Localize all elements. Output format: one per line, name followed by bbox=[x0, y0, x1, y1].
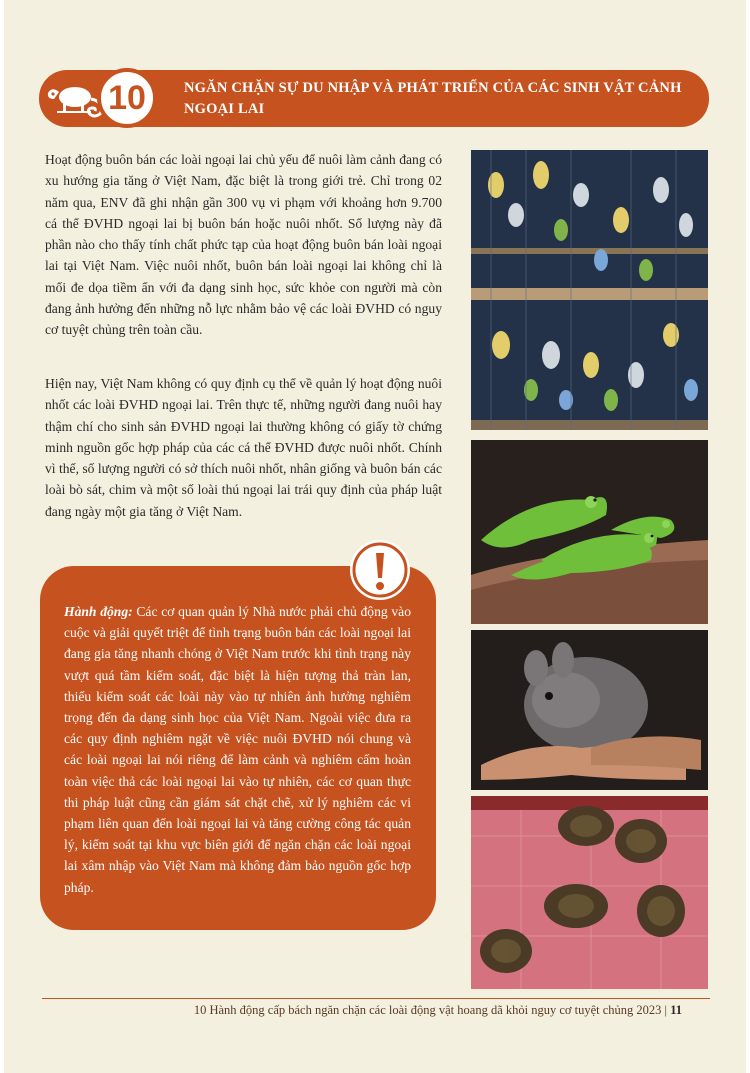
footer-separator: | bbox=[664, 1003, 668, 1017]
chapter-title: NGĂN CHẶN SỰ DU NHẬP VÀ PHÁT TRIỂN CỦA CÁC SINH VẬT CẢNH NGOẠI LAI bbox=[184, 80, 682, 117]
page-footer bbox=[0, 1003, 682, 1018]
chinchilla-photo bbox=[471, 630, 708, 790]
birds-photo bbox=[471, 150, 708, 430]
page-number: 11 bbox=[670, 1003, 682, 1017]
body-paragraph-2: Hiện nay, Việt Nam không có quy định cụ thể về quản lý hoạt động nuôi nhốt các loài ĐVHD ngoại lai. Trên thực tế, những người đang nuôi hay thậm chí cho sinh sản ĐVHD ngoại lai thường không có giấy tờ chứng minh nguồn gốc hợp pháp của các cá thể ĐVHD được nuôi nhốt. Chính vì thế, số lượng người có sở thích nuôi nhốt, nhân giống và buôn bán các loài bò sát, chim và một số loài thú ngoại lai trái quy định của pháp luật đang ngày một gia tăng ở Việt Nam. bbox=[45, 376, 442, 519]
turtles-photo bbox=[471, 796, 708, 989]
chapter-number-badge: 10 bbox=[97, 68, 157, 128]
exclamation-icon bbox=[350, 540, 410, 600]
footer-title: 10 Hành động cấp bách ngăn chặn các loài động vật hoang dã khỏi nguy cơ tuyệt chủng 2023 bbox=[193, 1003, 662, 1017]
body-paragraph-1: Hoạt động buôn bán các loài ngoại lai chủ yếu để nuôi làm cảnh đang có xu hướng gia tăng ở Việt Nam, đặc biệt là trong giới trẻ. Chỉ trong 02 năm qua, ENV đã ghi nhận gần 300 vụ vi phạm với khoảng hơn 9.700 cá thể ĐVHD ngoại lai bị buôn bán hoặc nuôi nhốt. Số lượng này đã phần nào cho thấy tính chất phức tạp của hoạt động buôn bán loài ngoại lai tại Việt Nam. Việc nuôi nhốt, buôn bán loài ngoại lai không chỉ là mối đe dọa tiềm ẩn với đa dạng sinh học, sức khỏe con người mà còn đang ảnh hưởng đến những nỗ lực nhằm bảo vệ các loài ĐVHD có nguy cơ tuyệt chủng trên toàn cầu. bbox=[45, 152, 442, 338]
action-body: Các cơ quan quản lý Nhà nước phải chủ động vào cuộc và giải quyết triệt để tình trạng buôn bán các loài ngoại lai đang gia tăng nhanh chóng ở Việt Nam trước khi tình trạng này vượt quá tầm kiểm soát, đặc biệt là hiện tượng thả tràn lan, thiếu kiểm soát các loài này vào tự nhiên ảnh hưởng nghiêm trọng đến đa dạng sinh học của Việt Nam. Ngoài việc đưa ra các quy định nghiêm ngặt về việc nuôi ĐVHD nói chung và các loài ngoại lai nói riêng để làm cảnh và nghiêm cấm hoàn toàn việc thả các loài ngoại lai vào tự nhiên, các cơ quan thực thi pháp luật cũng cần giám sát chặt chẽ, xử lý nghiêm các vi phạm liên quan đến loài ngoại lai và tăng cường công tác quản lý, kiểm soát tại khu vực biên giới để ngăn chặn các loài ngoại lai xâm nhập vào Việt Nam mà không đảm bảo nguồn gốc hợp pháp. bbox=[64, 604, 411, 895]
footer-rule bbox=[42, 998, 710, 999]
action-text bbox=[64, 601, 411, 898]
action-label: Hành động: bbox=[64, 604, 133, 619]
iguanas-photo bbox=[471, 440, 708, 624]
